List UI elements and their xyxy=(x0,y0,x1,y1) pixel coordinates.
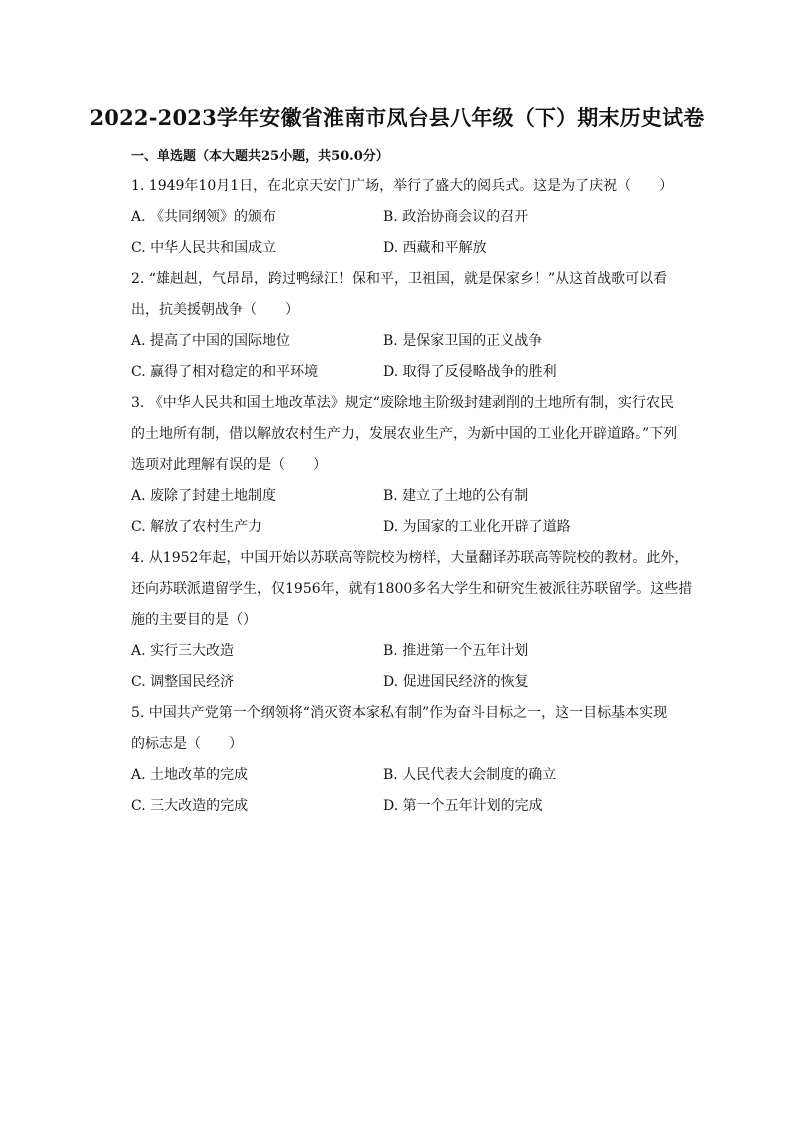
question-3-stem-line-2: 的土地所有制，借以解放农村生产力，发展农业生产，为新中国的工业化开辟道路。”下列 xyxy=(131,426,678,442)
question-1-option-b: B. 政治协商会议的召开 xyxy=(383,209,529,225)
question-1-option-d: D. 西藏和平解放 xyxy=(383,240,487,256)
question-2-option-c: C. 赢得了相对稳定的和平环境 xyxy=(131,364,319,380)
question-2-option-a: A. 提高了中国的国际地位 xyxy=(131,333,291,349)
question-3-option-d: D. 为国家的工业化开辟了道路 xyxy=(383,519,571,535)
question-1-option-a: A. 《共同纲领》的颁布 xyxy=(131,209,277,225)
question-3-stem-line-1: 3. 《中华人民共和国土地改革法》规定“废除地主阶级封建剥削的土地所有制，实行农民 xyxy=(131,395,674,411)
question-5-stem-line-1: 5. 中国共产党第一个纲领将“消灭资本家私有制”作为奋斗目标之一，这一目标基本实现 xyxy=(131,705,668,721)
question-4-stem-line-3: 施的主要目的是（） xyxy=(131,612,257,628)
question-4-stem-line-1: 4. 从1952年起，中国开始以苏联高等院校为榜样，大量翻译苏联高等院校的教材。此外， xyxy=(131,550,689,566)
question-5-option-b: B. 人民代表大会制度的确立 xyxy=(383,767,557,783)
question-5-stem-line-2: 的标志是（ ） xyxy=(131,736,243,752)
question-3-option-b: B. 建立了土地的公有制 xyxy=(383,488,529,504)
question-2-stem-line-1: 2. “雄赳赳，气昂昂，跨过鸭绿江！保和平，卫祖国，就是保家乡！”从这首战歌可以看 xyxy=(131,271,668,287)
question-1-option-c: C. 中华人民共和国成立 xyxy=(131,240,277,256)
question-2-option-b: B. 是保家卫国的正义战争 xyxy=(383,333,543,349)
question-2-stem-line-2: 出，抗美援朝战争（ ） xyxy=(131,302,299,318)
question-5-option-a: A. 土地改革的完成 xyxy=(131,767,249,783)
question-1-stem: 1. 1949年10月1日，在北京天安门广场，举行了盛大的阅兵式。这是为了庆祝（ ） xyxy=(131,178,674,194)
question-4-option-c: C. 调整国民经济 xyxy=(131,674,235,690)
question-4-stem-line-2: 还向苏联派遣留学生，仅1956年，就有1800多名大学生和研究生被派往苏联留学。这些措 xyxy=(131,581,693,597)
question-2-option-d: D. 取得了反侵略战争的胜利 xyxy=(383,364,557,380)
question-5-option-d: D. 第一个五年计划的完成 xyxy=(383,798,543,814)
question-5-option-c: C. 三大改造的完成 xyxy=(131,798,249,814)
question-3-stem-line-3: 选项对此理解有误的是（ ） xyxy=(131,457,327,473)
question-4-option-d: D. 促进国民经济的恢复 xyxy=(383,674,529,690)
question-4-option-a: A. 实行三大改造 xyxy=(131,643,235,659)
question-3-option-c: C. 解放了农村生产力 xyxy=(131,519,263,535)
section-header: 一、单选题（本大题共25小题，共50.0分） xyxy=(131,149,389,164)
question-4-option-b: B. 推进第一个五年计划 xyxy=(383,643,529,659)
question-3-option-a: A. 废除了封建土地制度 xyxy=(131,488,277,504)
exam-title: 2022-2023学年安徽省淮南市凤台县八年级（下）期末历史试卷 xyxy=(89,105,705,130)
